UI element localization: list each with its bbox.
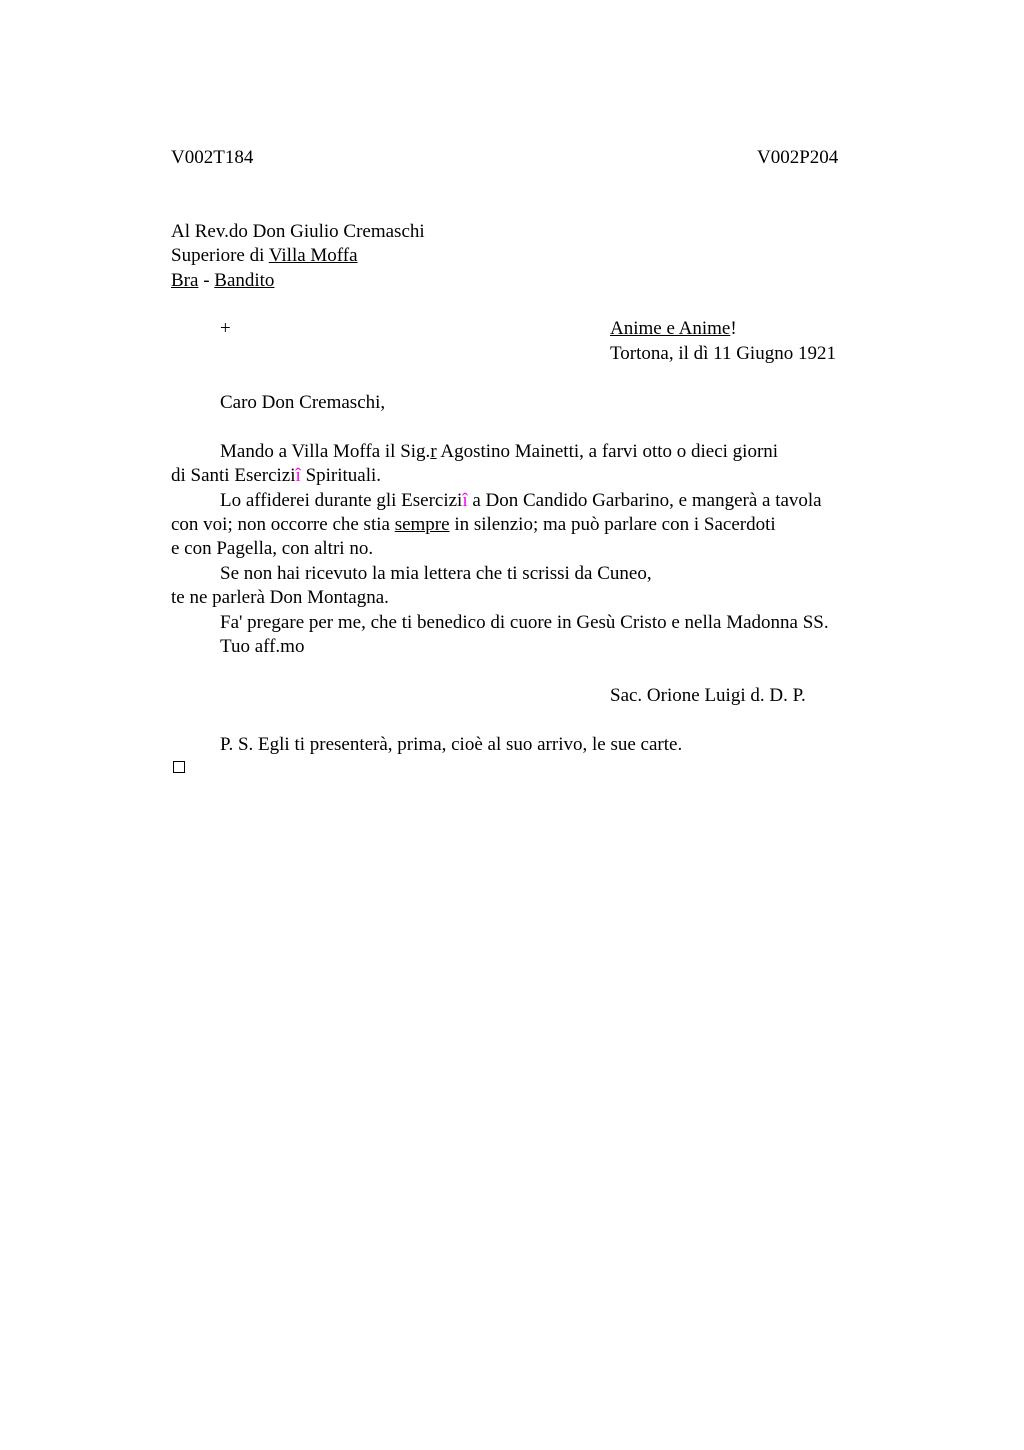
- text-run: Spirituali.: [300, 465, 382, 486]
- body-line: Se non hai ricevuto la mia lettera che ti scrissi da Cuneo,: [220, 563, 652, 584]
- code-left: V002T184: [171, 147, 254, 168]
- address-line-3: [171, 269, 274, 293]
- motto-text: Anime e Anime: [610, 318, 731, 339]
- closing: Tuo aff.mo: [220, 636, 305, 657]
- address-separator: -: [198, 270, 215, 291]
- address-line-1: Al Rev.do Don Giulio Cremaschi: [171, 221, 425, 242]
- text-run: in silenzio; ma può parlare con i Sacerdoti: [449, 514, 776, 535]
- text-run-underlined: sempre: [394, 514, 450, 535]
- address-locality: Bandito: [214, 270, 275, 291]
- address-line-2: [171, 244, 358, 268]
- text-run: Mando a Villa Moffa il Sig.: [220, 441, 431, 462]
- text-run-underlined: r: [430, 441, 437, 462]
- text-run: con voi; non occorre che stia: [171, 514, 395, 535]
- postscript: P. S. Egli ti presenterà, prima, cioè al suo arrivo, le sue carte.: [220, 734, 683, 755]
- text-run: a Don Candido Garbarino, e mangerà a tavola: [467, 490, 822, 511]
- text-run: Lo affiderei durante gli Esercizi: [220, 490, 463, 511]
- body-line: e con Pagella, con altri no.: [171, 538, 374, 559]
- address-place: Villa Moffa: [268, 245, 358, 266]
- signature: Sac. Orione Luigi d. D. P.: [610, 685, 806, 706]
- motto: [610, 317, 737, 341]
- address-prefix: Superiore di: [171, 245, 269, 266]
- code-right: V002P204: [757, 147, 839, 168]
- checkbox-square-icon: [173, 761, 185, 773]
- text-run: di Santi Esercizi: [171, 465, 296, 486]
- cross-mark: +: [220, 318, 231, 339]
- letter-date: Tortona, il dì 11 Giugno 1921: [610, 343, 836, 364]
- body-line: [171, 464, 381, 488]
- body-line: te ne parlerà Don Montagna.: [171, 587, 389, 608]
- body-line: Fa' pregare per me, che ti benedico di cuore in Gesù Cristo e nella Madonna SS.: [220, 612, 829, 633]
- motto-punct: !: [730, 318, 737, 339]
- body-line: [220, 489, 822, 513]
- body-line: [171, 513, 776, 537]
- highlight-mark: î: [295, 465, 301, 486]
- body-line: [220, 440, 778, 464]
- address-city: Bra: [171, 270, 199, 291]
- salutation: Caro Don Cremaschi,: [220, 392, 386, 413]
- text-run: Agostino Mainetti, a farvi otto o dieci giorni: [436, 441, 779, 462]
- highlight-mark: î: [462, 490, 468, 511]
